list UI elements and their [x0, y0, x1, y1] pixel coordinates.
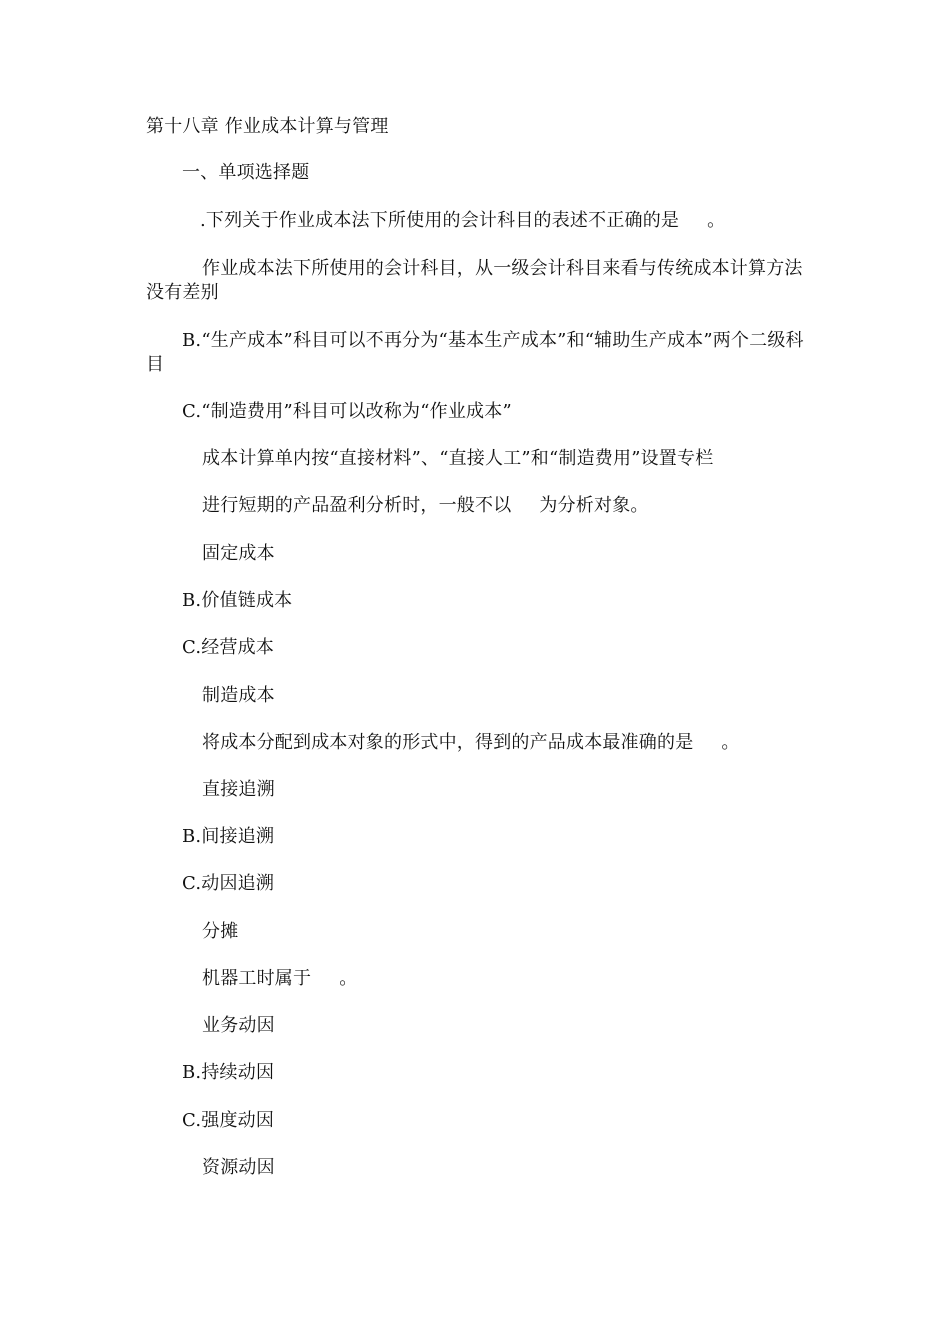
question-4-stem	[202, 967, 357, 991]
question-2-stem-end: 为分析对象。	[539, 495, 649, 516]
question-4-stem-text: 机器工时属于	[202, 968, 312, 989]
question-1-stem	[200, 209, 725, 233]
question-2-option-b: B.价值链成本	[182, 590, 293, 611]
question-1-option-b: B.“生产成本”科目可以不再分为“基本生产成本”和“辅助生产成本”两个二级科目	[146, 330, 804, 375]
question-2-stem-text: 进行短期的产品盈利分析时，一般不以	[202, 495, 512, 516]
question-4-stem-end: 。	[339, 968, 358, 989]
question-1-option-d: 成本计算单内按“直接材料”、“直接人工”和“制造费用”设置专栏	[202, 448, 714, 469]
question-1-stem-text: .下列关于作业成本法下所使用的会计科目的表述不正确的是	[200, 210, 680, 231]
question-3-option-b: B.间接追溯	[182, 826, 275, 847]
question-1-stem-end: 。	[707, 210, 726, 231]
question-3-stem-end: 。	[721, 732, 740, 753]
chapter-title: 第十八章 作业成本计算与管理	[146, 116, 389, 137]
question-3-option-a: 直接追溯	[202, 779, 275, 800]
question-3-stem-text: 将成本分配到成本对象的形式中，得到的产品成本最准确的是	[202, 732, 694, 753]
question-2-option-d: 制造成本	[202, 685, 275, 706]
question-4-option-a: 业务动因	[202, 1015, 275, 1036]
question-2-option-c: C.经营成本	[182, 637, 275, 658]
question-3-option-c: C.动因追溯	[182, 873, 275, 894]
question-1-option-c: C.“制造费用”科目可以改称为“作业成本”	[182, 401, 512, 422]
question-1-option-a: 作业成本法下所使用的会计科目，从一级会计科目来看与传统成本计算方法没有差别	[146, 258, 803, 303]
question-2-stem	[202, 494, 649, 518]
section-title: 一、单项选择题	[182, 162, 310, 183]
question-4-option-d: 资源动因	[202, 1157, 275, 1178]
question-3-option-d: 分摊	[202, 921, 239, 942]
question-2-option-a: 固定成本	[202, 543, 275, 564]
question-4-option-b: B.持续动因	[182, 1062, 275, 1083]
question-3-stem	[202, 731, 740, 755]
question-4-option-c: C.强度动因	[182, 1110, 275, 1131]
